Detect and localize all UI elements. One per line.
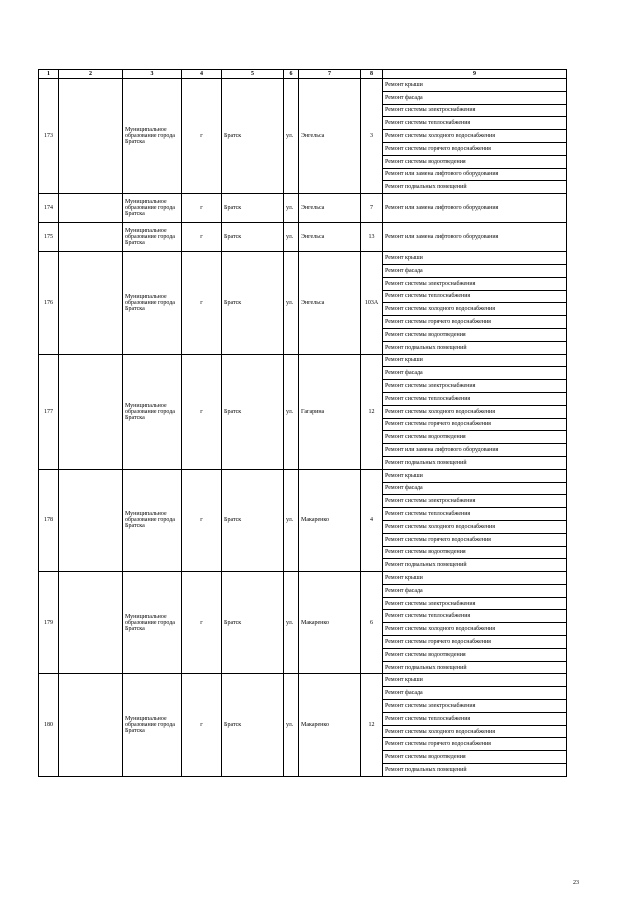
city-type-cell: г [182, 674, 222, 776]
col-header: 6 [284, 70, 299, 79]
empty-cell [59, 252, 123, 354]
col-header: 7 [299, 70, 361, 79]
work-item-cell: Ремонт крыши [383, 79, 567, 92]
work-item-cell: Ремонт системы горячего водоснабжения [383, 533, 567, 546]
work-item-cell: Ремонт системы водоотведения [383, 155, 567, 168]
row-number: 179 [39, 572, 59, 674]
city-cell: Братск [222, 572, 284, 674]
work-item-cell: Ремонт системы электроснабжения [383, 597, 567, 610]
work-item-cell: Ремонт подвальных помещений [383, 764, 567, 777]
work-item-cell: Ремонт системы теплоснабжения [383, 712, 567, 725]
empty-cell [59, 572, 123, 674]
work-item-cell: Ремонт системы водоотведения [383, 648, 567, 661]
city-type-cell: г [182, 79, 222, 194]
work-item-cell: Ремонт системы водоотведения [383, 328, 567, 341]
city-type-cell: г [182, 354, 222, 469]
street-type-cell: ул. [284, 252, 299, 354]
work-item-cell: Ремонт системы горячего водоснабжения [383, 636, 567, 649]
work-item-cell: Ремонт системы электроснабжения [383, 495, 567, 508]
work-item-cell: Ремонт системы холодного водоснабжения [383, 520, 567, 533]
house-number-cell: 103А [361, 252, 383, 354]
col-header: 1 [39, 70, 59, 79]
street-cell: Гагарина [299, 354, 361, 469]
house-number-cell: 12 [361, 354, 383, 469]
row-number: 180 [39, 674, 59, 776]
table-row [39, 252, 567, 265]
work-item-cell: Ремонт системы теплоснабжения [383, 392, 567, 405]
work-item-cell: Ремонт фасада [383, 264, 567, 277]
street-cell: Макаренко [299, 674, 361, 776]
work-item-cell: Ремонт подвальных помещений [383, 181, 567, 194]
work-item-cell: Ремонт крыши [383, 354, 567, 367]
city-cell: Братск [222, 469, 284, 571]
row-number: 178 [39, 469, 59, 571]
empty-cell [59, 674, 123, 776]
work-item-cell: Ремонт или замена лифтового оборудования [383, 168, 567, 181]
work-item-cell: Ремонт крыши [383, 572, 567, 585]
work-item-cell: Ремонт крыши [383, 252, 567, 265]
work-item-cell: Ремонт системы теплоснабжения [383, 508, 567, 521]
row-number: 174 [39, 194, 59, 223]
street-cell: Энгельса [299, 194, 361, 223]
organization-cell: Муниципальное образование города Братска [123, 223, 182, 252]
work-item-cell: Ремонт системы холодного водоснабжения [383, 405, 567, 418]
work-item-cell: Ремонт фасада [383, 482, 567, 495]
city-cell: Братск [222, 79, 284, 194]
work-item-cell: Ремонт системы водоотведения [383, 751, 567, 764]
table-row [39, 674, 567, 687]
organization-cell: Муниципальное образование города Братска [123, 79, 182, 194]
col-header: 3 [123, 70, 182, 79]
work-item-cell: Ремонт системы водоотведения [383, 431, 567, 444]
organization-cell: Муниципальное образование города Братска [123, 469, 182, 571]
house-number-cell: 12 [361, 674, 383, 776]
work-item-cell: Ремонт системы горячего водоснабжения [383, 738, 567, 751]
city-cell: Братск [222, 194, 284, 223]
work-item-cell: Ремонт фасада [383, 367, 567, 380]
empty-cell [59, 79, 123, 194]
organization-cell: Муниципальное образование города Братска [123, 194, 182, 223]
street-type-cell: ул. [284, 223, 299, 252]
work-item-cell: Ремонт системы горячего водоснабжения [383, 142, 567, 155]
work-item-cell: Ремонт фасада [383, 584, 567, 597]
city-cell: Братск [222, 223, 284, 252]
street-cell: Макаренко [299, 572, 361, 674]
table-row [39, 223, 567, 252]
col-header: 4 [182, 70, 222, 79]
street-type-cell: ул. [284, 194, 299, 223]
city-type-cell: г [182, 223, 222, 252]
work-item-cell: Ремонт фасада [383, 91, 567, 104]
row-number: 177 [39, 354, 59, 469]
street-cell: Энгельса [299, 223, 361, 252]
page-number: 23 [573, 880, 579, 886]
work-item-cell: Ремонт подвальных помещений [383, 559, 567, 572]
table-row [39, 469, 567, 482]
street-cell: Макаренко [299, 469, 361, 571]
work-item-cell: Ремонт системы холодного водоснабжения [383, 303, 567, 316]
work-item-cell: Ремонт крыши [383, 469, 567, 482]
organization-cell: Муниципальное образование города Братска [123, 674, 182, 776]
house-number-cell: 3 [361, 79, 383, 194]
city-cell: Братск [222, 252, 284, 354]
row-number: 173 [39, 79, 59, 194]
house-number-cell: 6 [361, 572, 383, 674]
city-type-cell: г [182, 572, 222, 674]
work-item-cell: Ремонт системы водоотведения [383, 546, 567, 559]
organization-cell: Муниципальное образование города Братска [123, 252, 182, 354]
house-number-cell: 13 [361, 223, 383, 252]
street-type-cell: ул. [284, 79, 299, 194]
row-number: 176 [39, 252, 59, 354]
work-item-cell: Ремонт системы горячего водоснабжения [383, 418, 567, 431]
header-row [39, 70, 567, 79]
work-item-cell: Ремонт системы холодного водоснабжения [383, 725, 567, 738]
work-item-cell: Ремонт системы теплоснабжения [383, 290, 567, 303]
table-body [39, 79, 567, 777]
city-type-cell: г [182, 194, 222, 223]
city-cell: Братск [222, 354, 284, 469]
city-type-cell: г [182, 252, 222, 354]
work-item-cell: Ремонт подвальных помещений [383, 341, 567, 354]
work-item-cell: Ремонт системы теплоснабжения [383, 610, 567, 623]
work-item-cell: Ремонт системы электроснабжения [383, 700, 567, 713]
col-header: 5 [222, 70, 284, 79]
work-item-cell: Ремонт системы теплоснабжения [383, 117, 567, 130]
work-item-cell: Ремонт подвальных помещений [383, 456, 567, 469]
work-item-cell: Ремонт системы холодного водоснабжения [383, 623, 567, 636]
col-header: 8 [361, 70, 383, 79]
house-number-cell: 4 [361, 469, 383, 571]
empty-cell [59, 354, 123, 469]
work-item-cell: Ремонт системы электроснабжения [383, 104, 567, 117]
work-item-cell: Ремонт или замена лифтового оборудования [383, 223, 567, 252]
empty-cell [59, 194, 123, 223]
organization-cell: Муниципальное образование города Братска [123, 572, 182, 674]
col-header: 9 [383, 70, 567, 79]
row-number: 175 [39, 223, 59, 252]
organization-cell: Муниципальное образование города Братска [123, 354, 182, 469]
table-row [39, 354, 567, 367]
work-item-cell: Ремонт системы электроснабжения [383, 380, 567, 393]
street-type-cell: ул. [284, 354, 299, 469]
work-item-cell: Ремонт подвальных помещений [383, 661, 567, 674]
work-item-cell: Ремонт или замена лифтового оборудования [383, 194, 567, 223]
table-row [39, 194, 567, 223]
table-row [39, 572, 567, 585]
street-cell: Энгельса [299, 252, 361, 354]
empty-cell [59, 469, 123, 571]
city-type-cell: г [182, 469, 222, 571]
work-item-cell: Ремонт системы электроснабжения [383, 277, 567, 290]
house-number-cell: 7 [361, 194, 383, 223]
street-cell: Энгельса [299, 79, 361, 194]
work-item-cell: Ремонт крыши [383, 674, 567, 687]
col-header: 2 [59, 70, 123, 79]
work-item-cell: Ремонт системы горячего водоснабжения [383, 316, 567, 329]
street-type-cell: ул. [284, 469, 299, 571]
street-type-cell: ул. [284, 674, 299, 776]
work-item-cell: Ремонт или замена лифтового оборудования [383, 444, 567, 457]
street-type-cell: ул. [284, 572, 299, 674]
table-row [39, 79, 567, 92]
repair-program-table [38, 69, 567, 777]
work-item-cell: Ремонт системы холодного водоснабжения [383, 130, 567, 143]
city-cell: Братск [222, 674, 284, 776]
work-item-cell: Ремонт фасада [383, 687, 567, 700]
empty-cell [59, 223, 123, 252]
